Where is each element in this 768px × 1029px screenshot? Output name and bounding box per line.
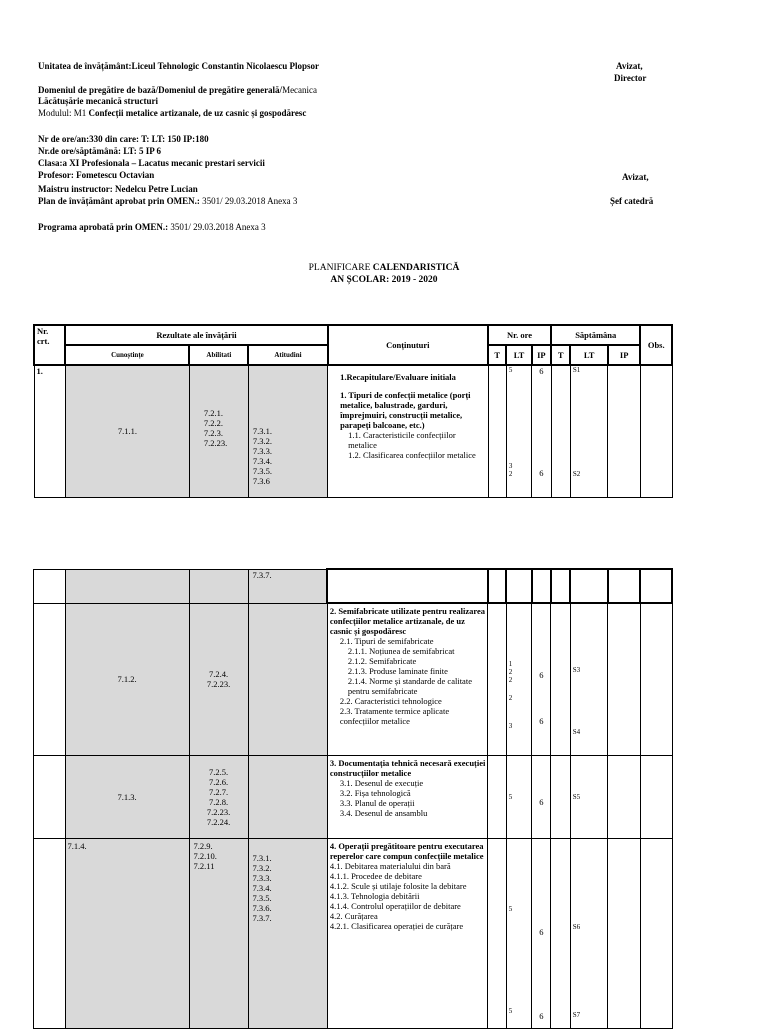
row-number <box>34 569 66 603</box>
content-line: 4.1.3. Tehnologia debitării <box>329 890 420 901</box>
cunostinte-header: Cunoștințe <box>65 345 189 365</box>
week-ip-cell <box>608 569 641 603</box>
t-header: T <box>488 345 506 365</box>
week-t-cell <box>551 603 570 755</box>
unit-label: Unitatea de învățământ: <box>38 61 132 71</box>
week-ip-cell <box>608 755 641 838</box>
plan-label: Plan de învățământ aprobat prin OMEN.: <box>38 196 200 206</box>
week-ip-cell <box>608 603 641 755</box>
content-cell <box>327 603 488 755</box>
nr-crt-header: Nr. crt. <box>34 325 65 365</box>
obs-cell <box>640 365 672 497</box>
module-line <box>38 108 306 119</box>
module-value: Confecții metalice artizanale, de uz casnic și gospodăresc <box>88 108 307 118</box>
ip-header: IP <box>532 345 551 365</box>
program-value: 3501/ 29.03.2018 Anexa 3 <box>168 222 266 232</box>
week-t-cell <box>551 755 570 838</box>
lt-header: LT <box>506 345 531 365</box>
rezultate-header: Rezultate ale învățării <box>65 325 327 345</box>
t-cell <box>488 603 506 755</box>
abilitati-cell: 7.2.1. 7.2.2. 7.2.3. 7.2.23. <box>189 365 248 497</box>
qualification: Lăcătușărie mecanică structuri <box>38 96 158 106</box>
atitudini-cell <box>248 755 327 838</box>
content-line: 2.1.4. Norme și standarde de calitate pentru semifabricate <box>347 676 472 696</box>
content-line: 2.1. Tipuri de semifabricate <box>339 636 434 646</box>
content-line: 2.1.2. Semifabricate <box>347 656 417 666</box>
plan-table-2 <box>33 568 673 1029</box>
table-row <box>34 603 673 755</box>
table-row <box>34 755 673 838</box>
atitudini-cell <box>248 603 327 755</box>
hours-week-label: Nr.de ore/săptămână: <box>38 146 121 156</box>
page-title <box>0 262 768 274</box>
continuturi-header: Conținuturi <box>328 325 489 365</box>
ip-cell: 6 6 <box>532 365 551 497</box>
cunostinte-cell: 7.1.3. <box>65 755 189 838</box>
week-ip-cell <box>608 838 641 1028</box>
week-lt-cell: S5 <box>570 755 608 838</box>
title-part-b: CALENDARISTICĂ <box>372 263 460 273</box>
chapter-title: 4. Operații pregătitoare pentru executarea reperelor care compun confecțiile metalice <box>329 840 484 861</box>
title-part-a: PLANIFICARE <box>308 263 373 273</box>
content-line: 3.3. Planul de operații <box>339 797 415 808</box>
week-ip-cell <box>608 365 641 497</box>
content-line: 4.1.1. Procedee de debitare <box>329 870 422 881</box>
obs-cell <box>640 569 672 603</box>
program-label: Programa aprobată prin OMEN.: <box>38 222 169 232</box>
obs-cell <box>640 755 672 838</box>
atitudini-cell: 7.3.1. 7.3.2. 7.3.3. 7.3.4. 7.3.5. 7.3.6 <box>248 365 327 497</box>
lt-cell <box>506 569 531 603</box>
content-line: 1.1. Caracteristicile confecțiilor metalice <box>348 430 456 450</box>
row-number <box>34 603 66 755</box>
avizat-sef-label: Avizat, <box>622 172 649 182</box>
abilitati-cell: 7.2.5. 7.2.6. 7.2.7. 7.2.8. 7.2.23. 7.2.24. <box>189 755 248 838</box>
module-label: Modulul: M1 <box>38 108 87 118</box>
avizat-director-label: Avizat, <box>616 61 643 71</box>
class-line: Clasa:a XI Profesionala – Lacatus mecanic prestari servicii <box>38 158 265 168</box>
lt-cell: 5 3 2 <box>506 365 531 497</box>
chapter-title: 2. Semifabricate utilizate pentru realizarea confecțiilor metalice artizanale, de uz casnic și gospodăresc <box>329 606 486 636</box>
content-line: 4.1.2. Scule și utilaje folosite la debitare <box>329 880 467 891</box>
plan-table-1 <box>33 324 673 498</box>
unit-line <box>38 61 319 72</box>
t-cell <box>488 365 506 497</box>
domain-line <box>38 85 317 96</box>
row-number: 1. <box>34 365 65 497</box>
hours-week-value: LT: 5 IP 6 <box>121 146 162 156</box>
obs-cell <box>640 838 672 1028</box>
director-label: Director <box>614 73 647 83</box>
abilitati-cell: 7.2.9. 7.2.10. 7.2.11 <box>189 838 248 1028</box>
program-line <box>38 222 266 233</box>
obs-cell <box>640 603 672 755</box>
cunostinte-cell: 7.1.4. <box>65 838 189 1028</box>
week-t-header: T <box>551 345 570 365</box>
week-ip-header: IP <box>608 345 641 365</box>
abilitati-header: Abilitati <box>189 345 248 365</box>
ip-cell: 6 6 <box>532 838 551 1028</box>
unit-value: Liceul Tehnologic Constantin Nicolaescu Plopsor <box>131 61 320 71</box>
content-line: 4.2. Curățarea <box>329 910 378 921</box>
atitudini-header: Atitudini <box>248 345 327 365</box>
chapter-title: 3. Documentația tehnică necesară execuției construcțiilor metalice <box>329 757 486 778</box>
content-line: 4.2.1. Clasificarea operației de curățare <box>329 920 464 931</box>
atitudini-cell: 7.3.7. <box>248 569 327 603</box>
cunostinte-cell: 7.1.2. <box>65 603 189 755</box>
lt-cell: 5 <box>506 755 531 838</box>
content-line: 3.4. Desenul de ansamblu <box>339 807 428 818</box>
nr-ore-header: Nr. ore <box>488 325 551 345</box>
t-cell <box>488 569 506 603</box>
content-line: 2.1.3. Produse laminate finite <box>347 666 448 676</box>
abilitati-cell: 7.2.4. 7.2.23. <box>189 603 248 755</box>
content-line: 2.1.1. Noțiunea de semifabricat <box>347 646 455 656</box>
content-line: 2.2. Caracteristici tehnologice <box>339 696 442 706</box>
content-line: 2.3. Tratamente termice aplicate confecțiilor metalice <box>339 706 450 726</box>
lt-cell: 5 5 <box>506 838 531 1028</box>
sef-catedra-label: Șef catedră <box>610 196 654 206</box>
cunostinte-cell <box>65 569 189 603</box>
lt-cell: 1 2 2 2 3 <box>506 603 531 755</box>
domain-value: Mecanica <box>282 85 318 95</box>
content-cell <box>327 755 488 838</box>
plan-line <box>38 196 297 207</box>
week-lt-header: LT <box>570 345 608 365</box>
content-line: 4.1. Debitarea materialului din bară <box>329 860 451 871</box>
saptamana-header: Săptămâna <box>551 325 640 345</box>
obs-header: Obs. <box>640 325 672 365</box>
content-line: 1.2. Clasificarea confecțiilor metalice <box>348 450 476 460</box>
table-row <box>34 365 672 497</box>
chapter-title: 1. Tipuri de confecții metalice (porți metalice, balustrade, garduri, împrejmuiri, construcții metalice, parapeți balcoane, etc.) <box>340 390 471 430</box>
hours-week-line <box>38 146 161 157</box>
instructor-line: Maistru instructor: Nedelcu Petre Lucian <box>38 184 198 194</box>
content-cell <box>327 838 488 1028</box>
week-lt-cell: S1 S2 <box>570 365 608 497</box>
week-lt-cell <box>570 569 608 603</box>
cunostinte-cell: 7.1.1. <box>65 365 189 497</box>
content-cell <box>327 569 488 603</box>
recap-line: 1.Recapitulare/Evaluare initiala <box>340 372 456 382</box>
ip-cell: 6 <box>532 755 551 838</box>
row-number <box>34 755 66 838</box>
abilitati-cell <box>189 569 248 603</box>
week-t-cell <box>551 569 570 603</box>
ip-cell <box>532 569 551 603</box>
school-year: AN ȘCOLAR: 2019 - 2020 <box>330 275 438 285</box>
week-lt-cell: S3 S4 <box>570 603 608 755</box>
teacher-line: Profesor: Fometescu Octavian <box>38 170 155 180</box>
content-line: 3.1. Desenul de execuție <box>339 777 424 788</box>
week-t-cell <box>551 365 570 497</box>
hours-year: Nr de ore/an:330 din care: T: LT: 150 IP:180 <box>38 134 209 144</box>
t-cell <box>488 838 506 1028</box>
table-row <box>34 838 673 1028</box>
row-number <box>34 838 66 1028</box>
table-row <box>34 569 673 603</box>
week-t-cell <box>551 838 570 1028</box>
t-cell <box>488 755 506 838</box>
atitudini-cell: 7.3.1. 7.3.2. 7.3.3. 7.3.4. 7.3.5. 7.3.6. 7.3.7. <box>248 838 327 1028</box>
domain-label: Domeniul de pregătire de bază/Domeniul de pregătire generală/ <box>38 85 283 95</box>
content-line: 4.1.4. Controlul operațiilor de debitare <box>329 900 461 911</box>
content-line: 3.2. Fișa tehnologică <box>339 787 411 798</box>
week-lt-cell: S6 S7 <box>570 838 608 1028</box>
plan-value: 3501/ 29.03.2018 Anexa 3 <box>199 196 298 206</box>
ip-cell: 6 6 <box>532 603 551 755</box>
content-cell <box>328 365 489 497</box>
